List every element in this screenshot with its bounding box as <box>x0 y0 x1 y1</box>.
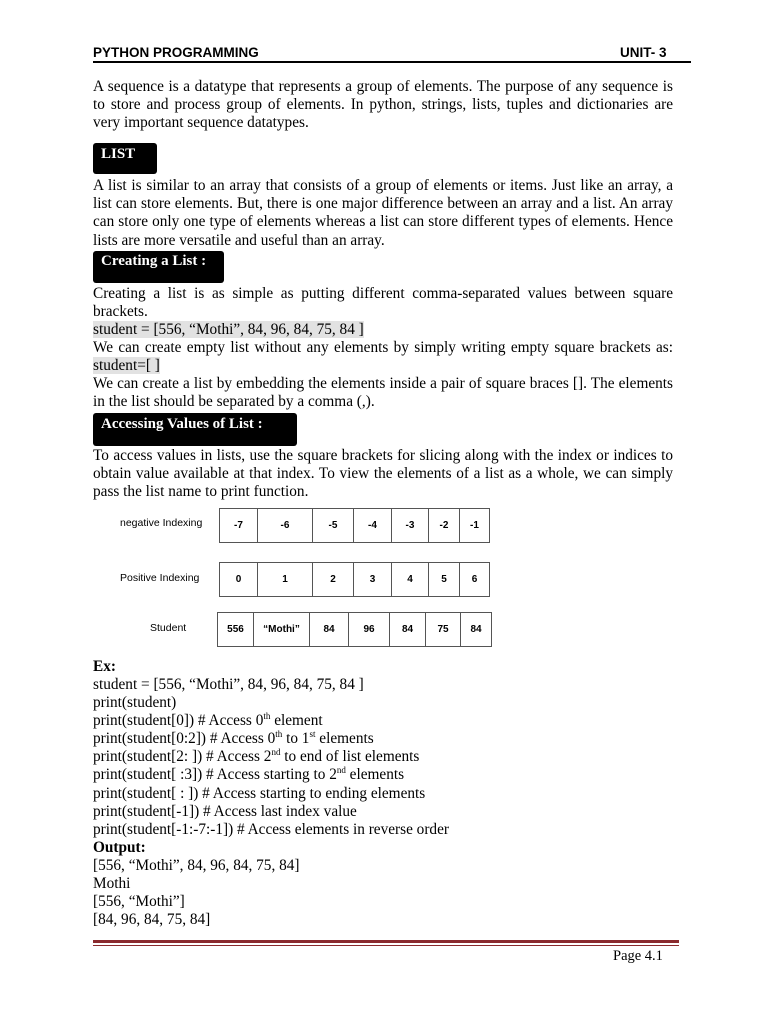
section-label-accessing <box>93 413 297 446</box>
example-line: print(student[-1]) # Access last index value <box>93 803 357 820</box>
student-values-row <box>217 612 492 647</box>
pos-cell: 1 <box>258 563 313 597</box>
pos-cell: 2 <box>313 563 354 597</box>
page-header <box>93 43 691 63</box>
embed-paragraph: We can create a list by embedding the elements inside a pair of square braces []. The elements in the list should be separated by a comma (,). <box>93 375 673 411</box>
student-cell: 84 <box>390 613 426 647</box>
section-label-list-text: LIST <box>101 146 136 162</box>
code-text: element <box>270 712 323 729</box>
section-label-accessing-text: Accessing Values of List : <box>101 416 263 432</box>
student-cell: 84 <box>310 613 349 647</box>
superscript: th <box>275 728 283 739</box>
header-rule <box>93 61 691 63</box>
pos-cell: 5 <box>429 563 460 597</box>
neg-cell: -1 <box>460 509 490 543</box>
example-line <box>93 730 374 748</box>
code-text: print(student[0]) # Access 0 <box>93 712 264 729</box>
section-label-list <box>93 143 157 174</box>
code-text: to 1 <box>282 730 310 747</box>
pos-cell: 6 <box>460 563 490 597</box>
page-number: Page 4.1 <box>613 948 663 964</box>
code-text: print(student[ :3]) # Access starting to 2 <box>93 766 337 783</box>
neg-cell: -3 <box>392 509 429 543</box>
example-line: print(student[ : ]) # Access starting to ending elements <box>93 785 426 802</box>
student-label: Student <box>150 622 187 634</box>
output-line: [556, “Mothi”, 84, 96, 84, 75, 84] <box>93 857 300 874</box>
footer-rule-thin <box>93 945 679 946</box>
neg-cell: -7 <box>220 509 258 543</box>
output-label: Output: <box>93 839 146 856</box>
creating-code-text: student = [556, “Mothi”, 84, 96, 84, 75, 84 ] <box>93 321 364 338</box>
superscript: th <box>263 710 271 721</box>
accessing-paragraph: To access values in lists, use the square brackets for slicing along with the index or indices to obtain value available at that index. To view the elements of a list as a whole, we can simply pass the list name to print function. <box>93 447 673 501</box>
header-unit: UNIT- 3 <box>620 45 667 60</box>
student-cell: “Mothi” <box>254 613 310 647</box>
example-line <box>93 712 323 730</box>
section-label-creating-text: Creating a List : <box>101 253 207 269</box>
positive-indexing-label: Positive Indexing <box>120 572 200 584</box>
pos-cell: 3 <box>354 563 392 597</box>
superscript: st <box>309 728 316 739</box>
student-cell: 75 <box>426 613 461 647</box>
example-line: print(student) <box>93 694 177 711</box>
list-paragraph: A list is similar to an array that consists of a group of elements or items. Just like an array, a list can store elements. But, there is one major difference between an array and a list. An array can store only one type of elements whereas a list can store different types of elements. Hence lists are more versatile and useful than an array. <box>93 177 673 249</box>
header-title: PYTHON PROGRAMMING <box>93 45 259 60</box>
superscript: nd <box>336 764 346 775</box>
empty-list-text: We can create empty list without any elements by simply writing empty square brackets as: <box>93 339 673 356</box>
pos-cell: 0 <box>220 563 258 597</box>
neg-cell: -4 <box>354 509 392 543</box>
empty-list-paragraph <box>93 339 673 375</box>
negative-index-row <box>219 508 490 543</box>
student-cell: 556 <box>218 613 254 647</box>
neg-cell: -2 <box>429 509 460 543</box>
code-text: elements <box>315 730 374 747</box>
example-line: print(student[-1:-7:-1]) # Access elements in reverse order <box>93 821 449 838</box>
student-cell: 96 <box>349 613 390 647</box>
code-text: to end of list elements <box>280 748 420 765</box>
creating-code <box>93 321 364 339</box>
code-text: print(student[2: ]) # Access 2 <box>93 748 272 765</box>
footer-rule <box>93 940 679 943</box>
negative-indexing-label: negative Indexing <box>120 517 203 529</box>
empty-list-code: student=[ ] <box>93 357 160 375</box>
intro-paragraph: A sequence is a datatype that represents a group of elements. The purpose of any sequence is to store and process group of elements. In python, strings, lists, tuples and dictionaries are very important sequence datatypes. <box>93 78 673 132</box>
student-cell: 84 <box>461 613 492 647</box>
output-line: [84, 96, 84, 75, 84] <box>93 911 211 928</box>
output-line: Mothi <box>93 875 131 892</box>
code-text: print(student[0:2]) # Access 0 <box>93 730 276 747</box>
superscript: nd <box>271 746 281 757</box>
output-line: [556, “Mothi”] <box>93 893 185 910</box>
example-label: Ex: <box>93 658 116 675</box>
positive-index-row <box>219 562 490 597</box>
example-line: student = [556, “Mothi”, 84, 96, 84, 75, 84 ] <box>93 676 364 693</box>
neg-cell: -5 <box>313 509 354 543</box>
neg-cell: -6 <box>258 509 313 543</box>
example-line <box>93 748 419 766</box>
creating-paragraph: Creating a list is as simple as putting different comma-separated values between square brackets. <box>93 285 673 321</box>
pos-cell: 4 <box>392 563 429 597</box>
code-text: elements <box>345 766 405 783</box>
section-label-creating <box>93 251 224 283</box>
example-line <box>93 766 404 784</box>
